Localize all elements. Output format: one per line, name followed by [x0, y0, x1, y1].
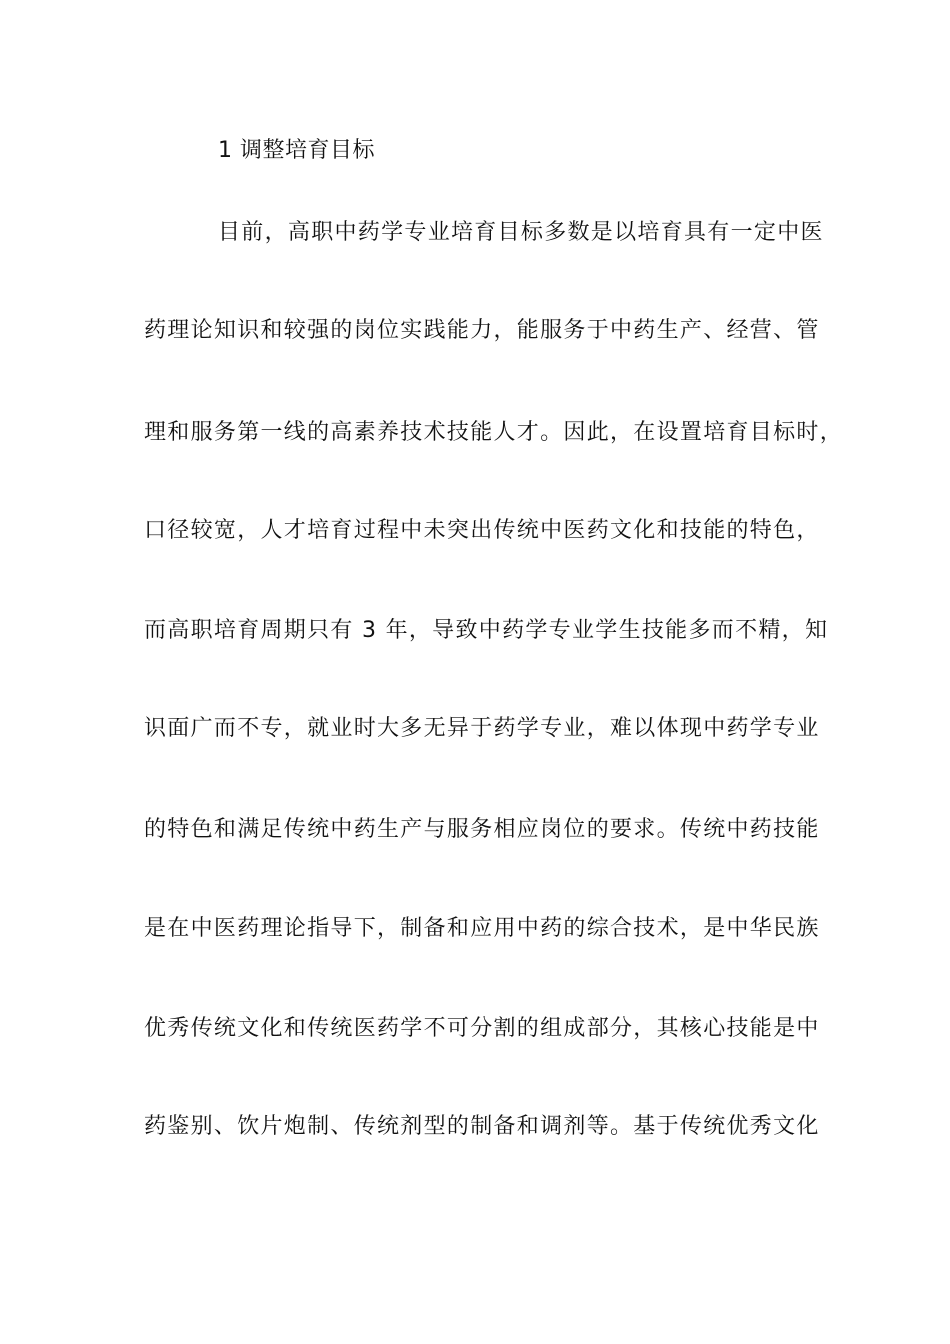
paragraph-line: 目前，高职中药学专业培育目标多数是以培育具有一定中医 — [218, 220, 824, 245]
paragraph-line: 的特色和满足传统中药生产与服务相应岗位的要求。传统中药技能 — [144, 817, 820, 842]
paragraph-line: 药鉴别、饮片炮制、传统剂型的制备和调剂等。基于传统优秀文化 — [144, 1114, 820, 1139]
paragraph-line: 是在中医药理论指导下，制备和应用中药的综合技术，是中华民族 — [144, 916, 820, 941]
paragraph-line: 口径较宽，人才培育过程中未突出传统中医药文化和技能的特色， — [144, 518, 820, 543]
paragraph-line: 理和服务第一线的高素养技术技能人才。因此，在设置培育目标时， — [144, 420, 844, 445]
paragraph-line: 识面广而不专，就业时大多无异于药学专业，难以体现中药学专业 — [144, 716, 820, 741]
paragraph-line: 优秀传统文化和传统医药学不可分割的组成部分，其核心技能是中 — [144, 1016, 820, 1041]
paragraph-line: 药理论知识和较强的岗位实践能力，能服务于中药生产、经营、管 — [144, 318, 820, 343]
paragraph-line: 而高职培育周期只有 3 年，导致中药学专业学生技能多而不精，知 — [144, 618, 829, 643]
section-heading: 1 调整培育目标 — [218, 138, 375, 163]
